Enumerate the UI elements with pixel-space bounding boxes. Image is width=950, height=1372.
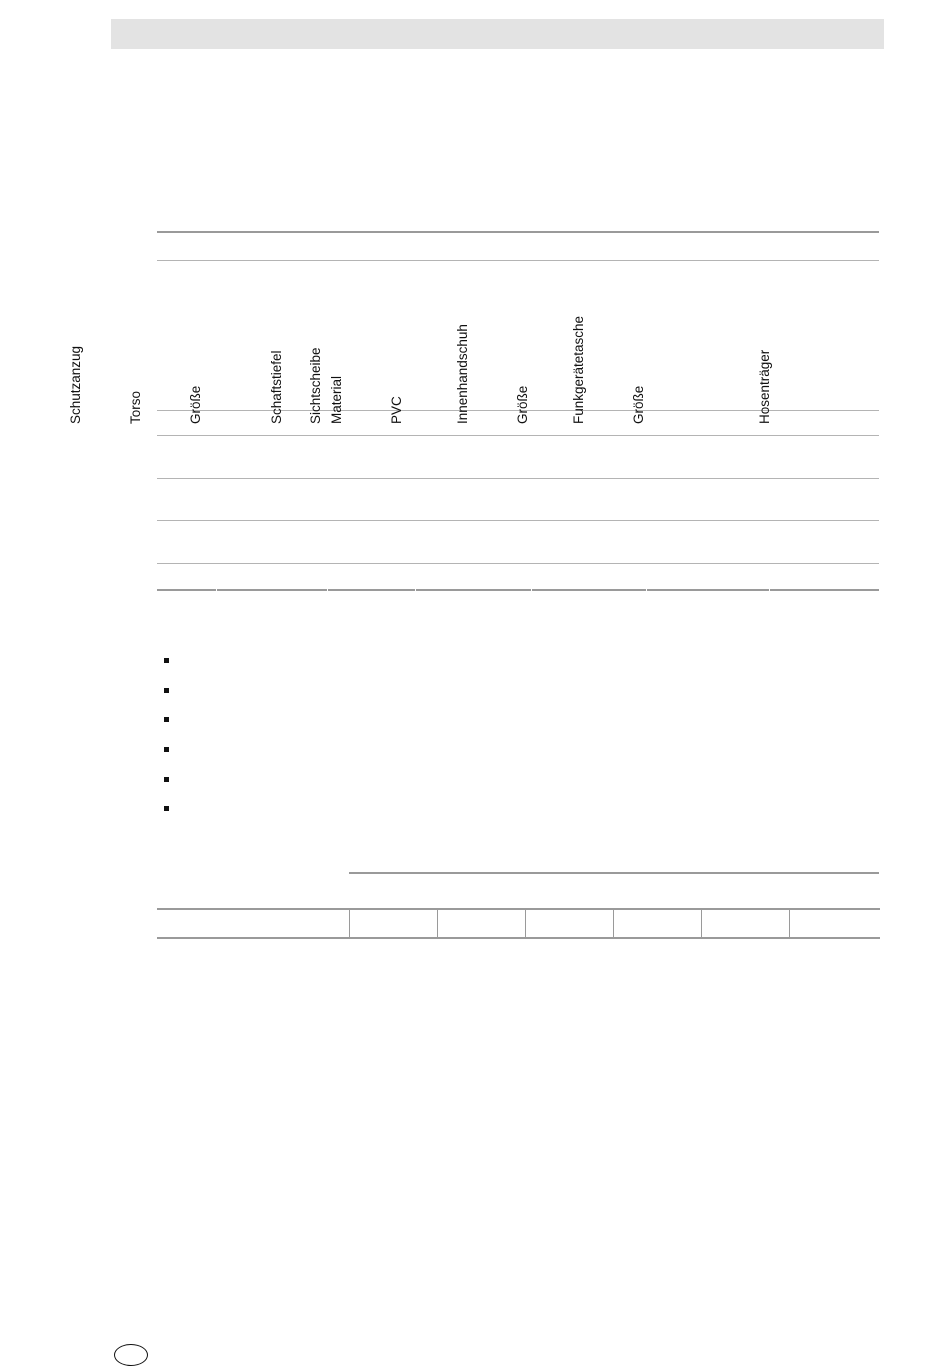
table-cell	[350, 910, 438, 937]
header-line: Schutzanzug	[68, 345, 83, 424]
bullet-icon	[164, 688, 169, 693]
table-row-divider	[157, 563, 879, 564]
bullet-icon	[164, 717, 169, 722]
header-line: Sichtscheibe	[308, 347, 323, 424]
language-badge	[114, 1344, 148, 1366]
section-rule	[349, 872, 879, 874]
table-cell	[702, 910, 790, 937]
table-cell	[614, 910, 702, 937]
header-line: Innenhandschuh	[455, 324, 470, 424]
table-cell	[790, 910, 878, 937]
bullet-icon	[164, 777, 169, 782]
table-cell	[438, 910, 526, 937]
table-cell	[526, 910, 614, 937]
header-line: Hosenträger	[757, 349, 772, 424]
header-line: Schaftstiefel	[269, 350, 284, 424]
bottom-table	[157, 908, 880, 939]
table-row-divider	[157, 435, 879, 436]
header-line: Größe	[188, 385, 203, 424]
table-row-divider	[157, 520, 879, 521]
header-line: Funkgerätetasche	[571, 315, 586, 424]
header-line: Größe	[515, 385, 530, 424]
bullet-icon	[164, 747, 169, 752]
table-row-divider	[157, 478, 879, 479]
header-line: Material	[329, 375, 344, 424]
bullet-icon	[164, 658, 169, 663]
bullet-icon	[164, 806, 169, 811]
table-bottom-rule	[157, 589, 879, 591]
header-line: Größe	[631, 385, 646, 424]
column-header-hosentraeger	[757, 260, 837, 424]
table-top-rule	[157, 231, 879, 233]
table-cell	[157, 910, 350, 937]
header-line: Torso	[128, 390, 143, 424]
header-line: PVC	[389, 396, 404, 424]
header-bar	[111, 19, 884, 49]
